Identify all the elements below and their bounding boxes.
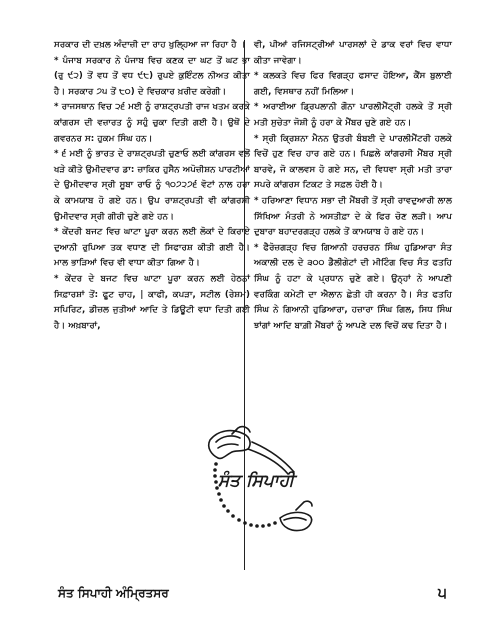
news-paragraph: * ਕੇਂਦਰ ਦੇ ਬਜਟ ਵਿਚ ਘਾਟਾ ਪੂਰਾ ਕਰਨ ਲਈ ਹੇਠਨਾਂ ਸਿਫ਼ਾਰਸ਼ਾਂ ਤੋਂ: ਫੂਟ ਚਾਹ, | ਕਾਫੀ, ਕਪੜਾ, ਸਟੀਲ (ਰੇਸ਼ਮ) ਸਪਿਰਿਟ, ਡੀਜ਼ਲ ਜੁਤੀਆਂ ਆਦਿ ਤੇ ਡਿਊਟੀ ਵਧਾ ਦਿਤੀ ਗਈ ਹੈ। ਅਖ਼ਬਾਰਾਂ,: [54, 272, 250, 334]
news-paragraph: * ਕਲਕਤੇ ਵਿਚ ਫਿਰ ਵਿਗੜ੍ਹ ਫਸਾਦ ਹੋਇਆ, ਕੈਂਸ ਬੁਲਾਈ ਗਈ, ਵਿਸਥਾਰ ਨਹੀਂ ਮਿਲਿਆ।: [254, 69, 452, 100]
illustration-caption: ਸੰਤ ਸਿਪਾਹੀ: [217, 471, 295, 491]
news-paragraph: * ਪੰਜਾਬ ਸਰਕਾਰ ਨੇ ਪੰਜਾਬ ਵਿਚ ਕਣਕ ਦਾ ਘਟ ਤੋਂ ਘਟ ਭਾ (ਰੁ ੯੨) ਤੋਂ ਵਧ ਤੋਂ ਵਧ ੯੮) ਰੁਪਏ ਕੁਇੰਟਲ ਨੀਅਤ ਕੀਤਾ ਹੈ। ਸਰਕਾਰ ੭੫ ਤੋਂ ੮੦) ਦੇ ਵਿਚਕਾਰ ਖ਼ਰੀਦ ਕਰੇਗੀ।: [54, 54, 250, 101]
sant-sipahi-logo-illustration: [192, 422, 322, 542]
magazine-title: ਸੰਤ ਸਿਪਾਹੀ ਅੰਮ੍ਰਿਤਸਰ: [58, 586, 169, 600]
left-column: [54, 38, 250, 334]
news-paragraph: * ਰਾਜਸਥਾਨ ਵਿਚ ੨੬ ਮਈ ਨੂੰ ਰਾਸ਼ਟ੍ਰਪਤੀ ਰਾਜ ਖਤਮ ਕਰਕੇ ਕਾਂਗਰਸ ਦੀ ਵਜ਼ਾਰਤ ਨੂੰ ਸਹੁੰ ਚੁਕਾ ਦਿਤੀ ਗਈ ਹੈ। ਉਥੋਂ ਦੇ ਗਵਰਨਰ ਸ: ਹੁਕਮ ਸਿੰਘ ਹਨ।: [54, 100, 250, 147]
page-number: ੫: [438, 584, 447, 602]
news-paragraph: ਸਰਕਾਰ ਦੀ ਦਖ਼ਲ ਅੰਦਾਜ਼ੀ ਦਾ ਰਾਹ ਖੁਲ੍ਹਿਆ ਜਾ ਰਿਹਾ ਹੈ ।: [54, 40, 246, 50]
news-paragraph: * ਕੇਂਦਰੀ ਬਜਟ ਵਿਚ ਘਾਟਾ ਪੂਰਾ ਕਰਨ ਲਈ ਲੋਕਾਂ ਦੇ ਕਿਰਾਏ ਦੁਆਨੀ ਰੁਪਿਆ ਤਕ ਵਧਾਣ ਦੀ ਸਿਫਾਰਸ਼ ਕੀਤੀ ਗਈ ਹੈ। ਮਾਲ ਭਾੜਿਆਂ ਵਿਚ ਵੀ ਵਾਧਾ ਕੀਤਾ ਗਿਆ ਹੈ।: [54, 225, 250, 272]
news-paragraph: * ਅਰਾਈਆ ਡ੍ਰਿਪਲਾਨੀ ਗੌਨਾ ਪਾਰਲੀਮੈਂਟ੍ਰੀ ਹਲਕੇ ਤੋਂ ਸ੍ਰੀ ਮਤੀ ਸੁਚੇਤਾ ਜੋਸ਼ੀ ਨੂੰ ਹਰਾ ਕੇ ਮੈਂਬਰ ਚੁਣੇ ਗਏ ਹਨ।: [254, 100, 452, 131]
right-column: [254, 38, 452, 334]
news-paragraph: * ਹਰਿਆਣਾ ਵਿਧਾਨ ਸਭਾ ਦੀ ਮੈਂਬਰੀ ਤੋਂ ਸ੍ਰੀ ਰਾਵਦੁਆਰੀ ਲਾਲ ਸਿੱਖਿਆ ਮੰਤਰੀ ਨੇ ਅਸਤੀਫ਼ਾ ਦੇ ਕੇ ਫਿਰ ਚੋਣ ਲੜੀ। ਆਪ ਦੁਬਾਰਾ ਬਹਾਦਰਗੜ੍ਹ ਹਲਕੇ ਤੋਂ ਕਾਮਯਾਬ ਹੋ ਗਏ ਹਨ।: [254, 194, 452, 241]
news-paragraph: ਵੀ, ਪੀਆਂ ਰਜਿਸਟ੍ਰੀਆਂ ਪਾਰਸਲਾਂ ਦੇ ਡਾਕ ਵਰਾਂ ਵਿਚ ਵਾਧਾ ਕੀਤਾ ਜਾਵੇਗਾ।: [254, 40, 452, 66]
news-paragraph: * ੬ ਮਈ ਨੂੰ ਭਾਰਤ ਦੇ ਰਾਸ਼ਟ੍ਰਪਤੀ ਚੁਣਾਓ ਲਈ ਕਾਂਗਰਸ ਵਲੋਂ ਖੜੇ ਕੀਤੇ ਉਮੀਦਵਾਰ ਡਾ: ਜ਼ਾਕਿਰ ਹੁਸੈਨ ਅਪੋਜ਼ੀਸ਼ਨ ਪਾਰਟੀਆਂ ਦੇ ਉਮੀਦਵਾਰ ਸ੍ਰੀ ਸੂਬਾ ਰਾਓ ਨੂੰ ੧੦੭੨੭੬ ਵੋਟਾਂ ਨਾਲ ਹਰਾ ਕੇ ਕਾਮਯਾਬ ਹੋ ਗਏ ਹਨ। ਉਪ ਰਾਸ਼ਟ੍ਰਪਤੀ ਵੀ ਕਾਂਗਰਸੀ ਉਮੀਦਵਾਰ ਸ੍ਰੀ ਗੀਰੀ ਚੁਣੇ ਗਏ ਹਨ।: [54, 147, 250, 225]
page-footer: [0, 586, 498, 610]
news-paragraph: * ਸ੍ਰੀ ਕ੍ਰਿਸ਼ਨਾ ਮੈਨਨ ਉਤਰੀ ਬੰਬਈ ਦੇ ਪਾਰਲੀਮੈਂਟਰੀ ਹਲਕੇ ਵਿਚੋਂ ਹੁਣ ਵਿਚ ਹਾਰ ਗਏ ਹਨ। ਪਿਛਲੇ ਕਾਂਗਰਸੀ ਮੈਂਬਰ ਸ੍ਰੀ ਬਾਰਵੇ, ਜੋ ਕਾਲਵਸ ਹੋ ਗਏ ਸਨ, ਦੀ ਵਿਧਵਾ ਸ੍ਰੀ ਮਤੀ ਤਾਰਾ ਸਪਰੇ ਕਾਂਗਰਸ ਟਿਕਟ ਤੇ ਸਫ਼ਲ ਹੋਈ ਹੈ।: [254, 132, 452, 194]
news-paragraph: * ਫੈਰੋਜ਼ਗੜ੍ਹ ਵਿਚ ਗਿਆਨੀ ਹਰਚਰਨ ਸਿੰਘ ਹੁਡਿਆਰਾ ਸੰਤ ਅਕਾਲੀ ਦਲ ਦੇ ੩੦੦ ਡੈਲੀਗੇਟਾਂ ਦੀ ਮੀਟਿੰਗ ਵਿਚ ਸੰਤ ਫਤਹਿ ਸਿੰਘ ਨੂੰ ਹਟਾ ਕੇ ਪ੍ਰਧਾਨ ਚੁਣੇ ਗਏ। ਉਨ੍ਹਾਂ ਨੇ ਆਪਣੀ ਵਰਕਿੰਗ ਕਮੇਟੀ ਦਾ ਐਲਾਨ ਛੇਤੀ ਹੀ ਕਰਨਾ ਹੈ। ਸੰਤ ਫਤਹਿ ਸਿੰਘ ਨੇ ਗਿਆਨੀ ਹੁਡਿਆਰਾ, ਹਜ਼ਾਰਾ ਸਿੰਘ ਗਿਲ, ਸਿਧ ਸਿੰਘ ਝਾਂਗਾਂ ਆਦਿ ਬਾਗ਼ੀ ਮੈਂਬਰਾਂ ਨੂੰ ਆਪਣੇ ਦਲ ਵਿਚੋਂ ਕਢ ਦਿਤਾ ਹੈ।: [254, 241, 452, 335]
